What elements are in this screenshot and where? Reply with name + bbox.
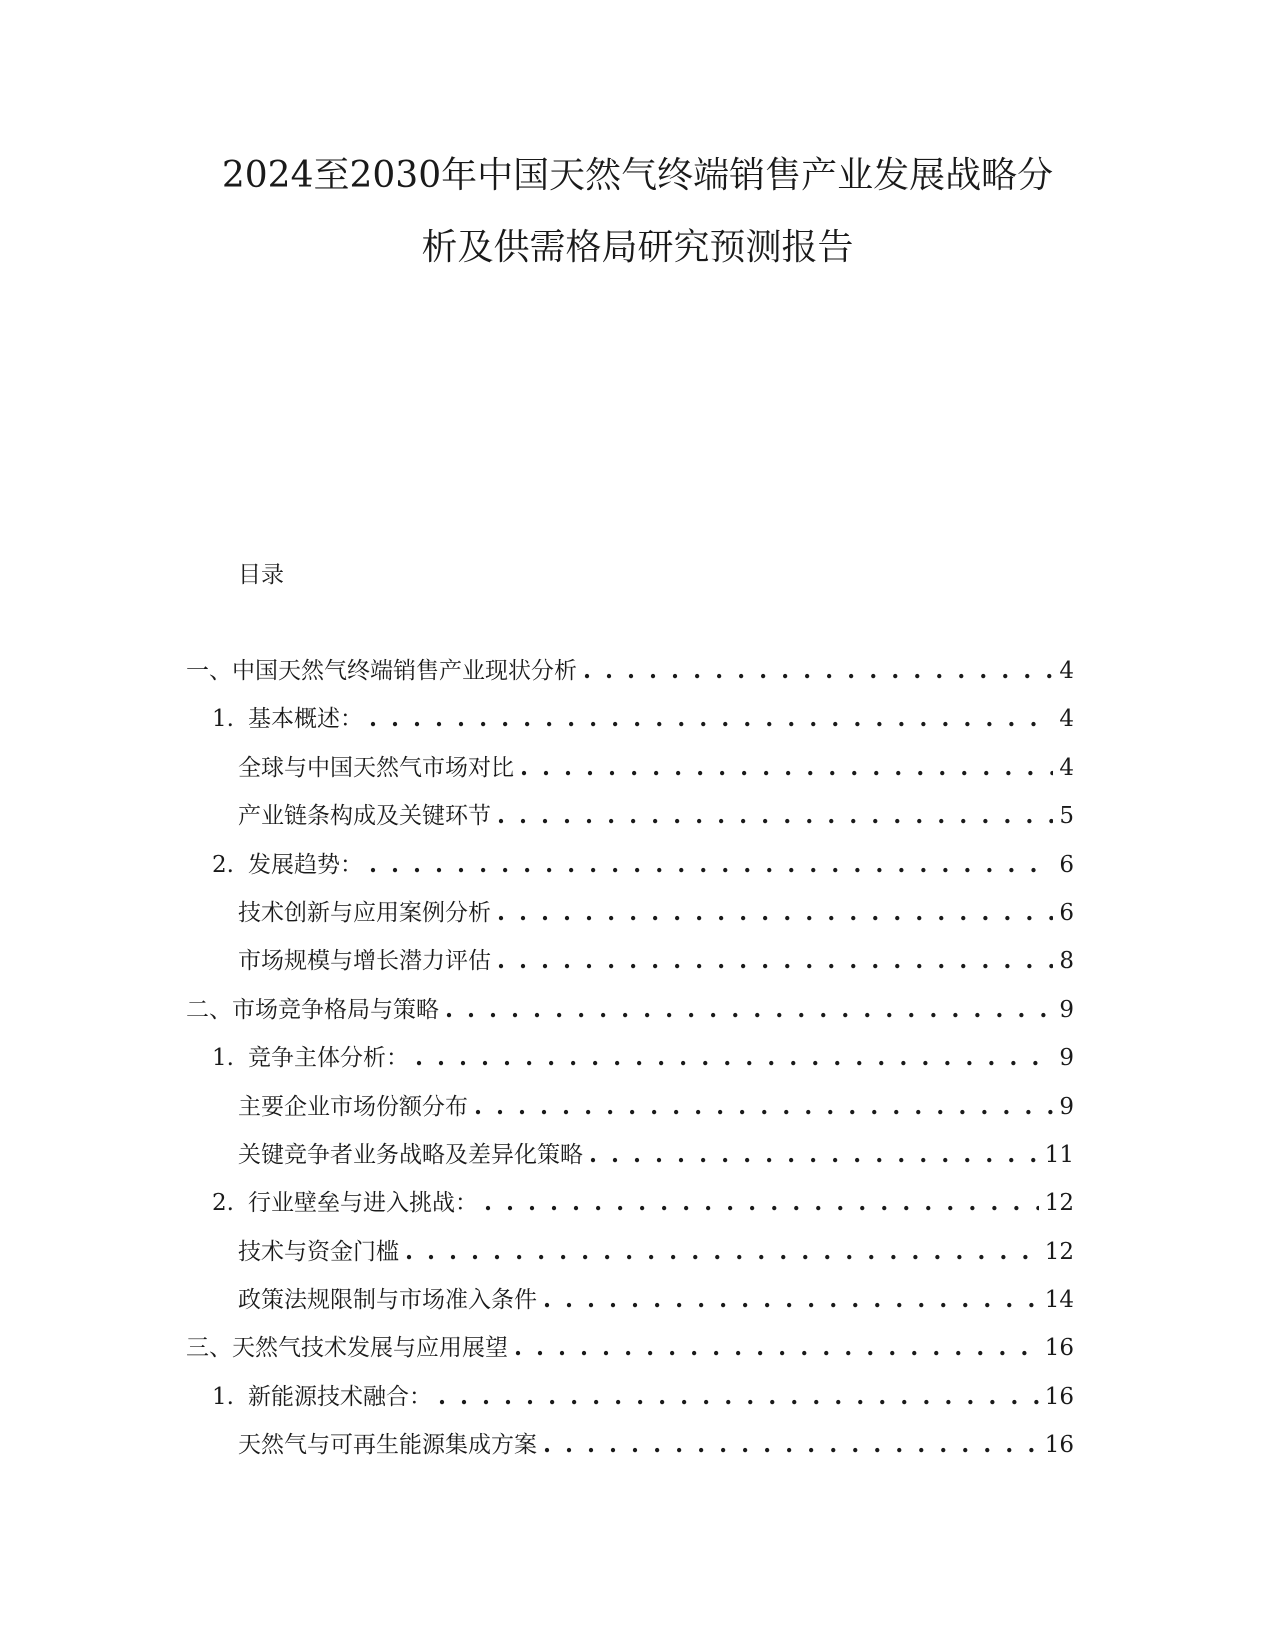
toc-entry-number: 1.: [212, 1045, 234, 1072]
toc-leader-dots: [497, 946, 1053, 976]
toc-page-number: 9: [1059, 1093, 1074, 1120]
toc-entry[interactable]: [186, 1140, 1074, 1188]
document-title: [0, 140, 1275, 284]
toc-page-number: 16: [1044, 1335, 1074, 1362]
toc-entry-label: 基本概述：: [248, 706, 363, 733]
toc-page-number: 12: [1044, 1238, 1074, 1265]
toc-entry[interactable]: [186, 1333, 1074, 1381]
toc-entry-label: 关键竞争者业务战略及差异化策略: [238, 1141, 583, 1168]
toc-leader-dots: [543, 1430, 1039, 1460]
toc-page-number: 4: [1059, 658, 1074, 684]
toc-leader-dots: [474, 1092, 1053, 1122]
toc-entry[interactable]: [186, 1188, 1074, 1236]
toc-leader-dots: [445, 995, 1053, 1025]
toc-entry-label: 二、市场竞争格局与策略: [186, 996, 439, 1023]
toc-leader-dots: [415, 1043, 1053, 1073]
toc-entry[interactable]: [186, 995, 1074, 1043]
toc-entry-label: 竞争主体分析：: [248, 1045, 409, 1072]
toc-entry-label: 市场规模与增长潜力评估: [238, 948, 491, 975]
toc-entry[interactable]: [186, 1382, 1074, 1430]
toc-page-number: 4: [1059, 754, 1074, 781]
toc-entry[interactable]: [186, 850, 1074, 898]
toc-entry-label: 产业链条构成及关键环节: [238, 803, 491, 830]
toc-page-number: 16: [1044, 1432, 1074, 1459]
toc-heading: 目录: [238, 562, 284, 588]
toc-entry[interactable]: [186, 656, 1074, 704]
document-title-line-2: 析及供需格局研究预测报告: [421, 227, 854, 268]
toc-page-number: 8: [1059, 948, 1074, 975]
toc-entry[interactable]: [186, 1430, 1074, 1478]
toc-page-number: 9: [1059, 1045, 1074, 1072]
toc-leader-dots: [405, 1237, 1039, 1267]
toc-leader-dots: [589, 1140, 1039, 1170]
toc-leader-dots: [514, 1333, 1039, 1363]
toc-entry-label: 行业壁垒与进入挑战：: [248, 1190, 478, 1217]
toc-entry[interactable]: [186, 1043, 1074, 1091]
toc-entry[interactable]: [186, 1285, 1074, 1333]
toc-entry-label: 一、中国天然气终端销售产业现状分析: [186, 658, 577, 684]
toc-leader-dots: [369, 850, 1053, 880]
toc-page-number: 16: [1044, 1383, 1074, 1410]
document-title-line-1: 2024至2030年中国天然气终端销售产业发展战略分: [221, 155, 1054, 196]
toc-entry-label: 技术与资金门槛: [238, 1238, 399, 1265]
table-of-contents: [186, 656, 1074, 1479]
toc-leader-dots: [484, 1188, 1039, 1218]
toc-page-number: 6: [1059, 851, 1074, 878]
toc-page-number: 5: [1059, 803, 1074, 830]
toc-page-number: 14: [1044, 1287, 1074, 1314]
toc-entry-label: 发展趋势：: [248, 851, 363, 878]
toc-entry[interactable]: [186, 801, 1074, 849]
toc-entry-number: 2.: [212, 1190, 234, 1217]
toc-entry-label: 新能源技术融合：: [248, 1383, 432, 1410]
toc-entry-label: 政策法规限制与市场准入条件: [238, 1287, 537, 1314]
toc-entry-label: 技术创新与应用案例分析: [238, 899, 491, 926]
toc-entry-number: 1.: [212, 1383, 234, 1410]
toc-entry[interactable]: [186, 946, 1074, 994]
toc-page-number: 4: [1059, 706, 1074, 733]
toc-entry-number: 1.: [212, 706, 234, 733]
toc-entry-label: 全球与中国天然气市场对比: [238, 754, 514, 781]
toc-leader-dots: [520, 753, 1053, 783]
toc-entry[interactable]: [186, 1092, 1074, 1140]
toc-leader-dots: [369, 704, 1053, 734]
toc-entry-number: 2.: [212, 851, 234, 878]
toc-leader-dots: [438, 1382, 1039, 1412]
toc-page-number: 11: [1044, 1141, 1074, 1168]
toc-page-number: 6: [1059, 899, 1074, 926]
toc-leader-dots: [497, 801, 1053, 831]
toc-entry[interactable]: [186, 704, 1074, 752]
toc-entry[interactable]: [186, 898, 1074, 946]
toc-leader-dots: [543, 1285, 1039, 1315]
toc-page-number: 12: [1044, 1190, 1074, 1217]
toc-entry-label: 主要企业市场份额分布: [238, 1093, 468, 1120]
toc-leader-dots: [497, 898, 1053, 928]
toc-entry[interactable]: [186, 1237, 1074, 1285]
toc-page-number: 9: [1059, 996, 1074, 1023]
toc-entry-label: 三、天然气技术发展与应用展望: [186, 1335, 508, 1362]
toc-entry-label: 天然气与可再生能源集成方案: [238, 1432, 537, 1459]
toc-entry[interactable]: [186, 753, 1074, 801]
toc-leader-dots: [583, 656, 1053, 686]
